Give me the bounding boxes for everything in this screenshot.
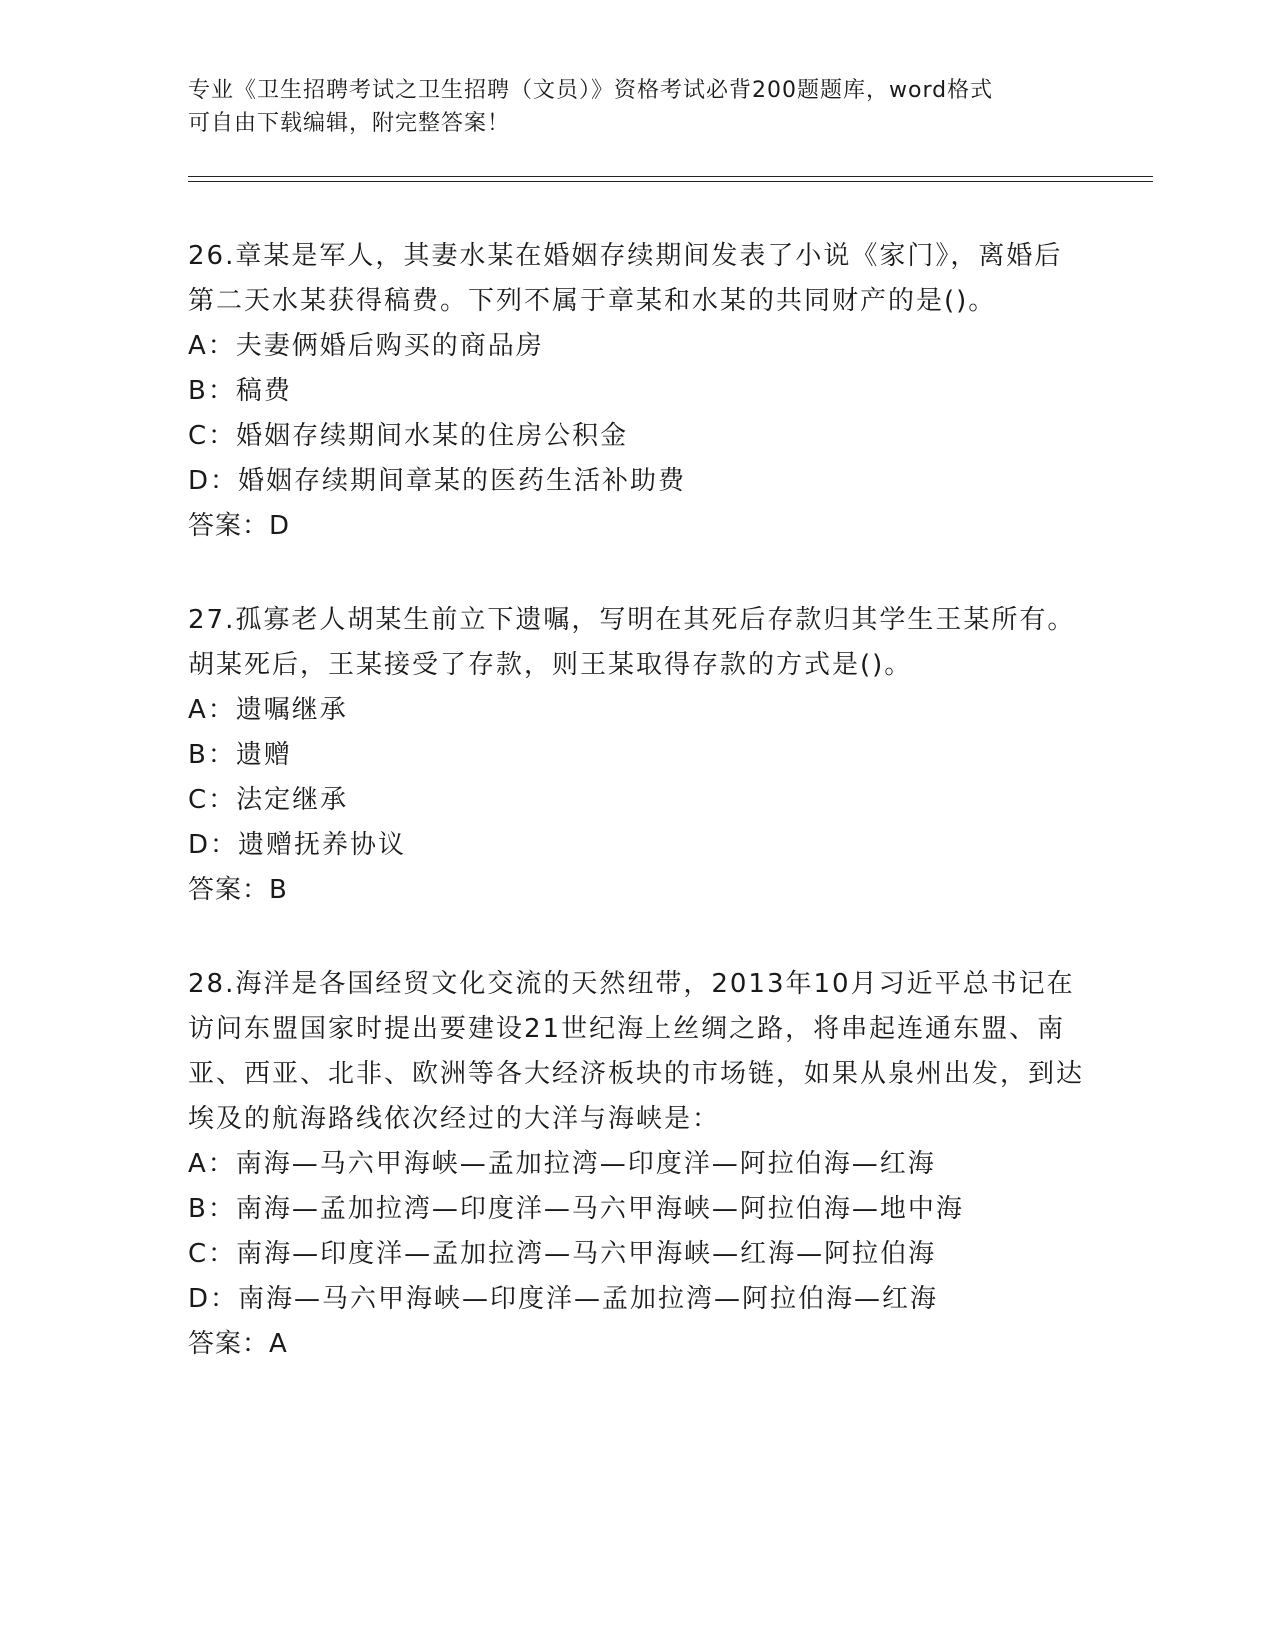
option-b: B：遗赠 [188,740,292,770]
option-a: A：夫妻俩婚后购买的商品房 [188,331,544,361]
option-d: D：婚姻存续期间章某的医药生活补助费 [188,466,687,496]
option-b: B：稿费 [188,376,292,406]
option-b: B：南海—孟加拉湾—印度洋—马六甲海峡—阿拉伯海—地中海 [188,1194,964,1224]
header-divider-bottom [188,181,1153,182]
option-c: C：南海—印度洋—孟加拉湾—马六甲海峡—红海—阿拉伯海 [188,1239,937,1269]
question-stem: 27.孤寡老人胡某生前立下遗嘱，写明在其死后存款归其学生王某所有。胡某死后，王某接受了存款，则王某取得存款的方式是()。 [188,605,1076,680]
question-28 [188,962,1088,1367]
option-c: C：法定继承 [188,785,349,815]
header-line-2: 可自由下载编辑，附完整答案！ [188,111,511,136]
answer: 答案：D [188,511,291,541]
answer: 答案：A [188,1329,288,1359]
option-c: C：婚姻存续期间水某的住房公积金 [188,421,629,451]
question-27 [188,598,1088,913]
option-d: D：南海—马六甲海峡—印度洋—孟加拉湾—阿拉伯海—红海 [188,1284,939,1314]
header-line-1: 专业《卫生招聘考试之卫生招聘（文员）》资格考试必背200题题库，word格式 [188,78,994,103]
question-26 [188,234,1088,549]
option-d: D：遗赠抚养协议 [188,830,407,860]
option-a: A：遗嘱继承 [188,695,348,725]
header-divider-top [188,176,1153,177]
option-a: A：南海—马六甲海峡—孟加拉湾—印度洋—阿拉伯海—红海 [188,1149,936,1179]
question-stem: 28.海洋是各国经贸文化交流的天然纽带，2013年10月习近平总书记在访问东盟国家时提出要建设21世纪海上丝绸之路，将串起连通东盟、南亚、西亚、北非、欧洲等各大经济板块的市场链，如果从泉州出发，到达埃及的航海路线依次经过的大洋与海峡是： [188,969,1085,1134]
document-header [188,74,1088,140]
question-stem: 26.章某是军人，其妻水某在婚姻存续期间发表了小说《家门》，离婚后第二天水某获得稿费。下列不属于章某和水某的共同财产的是()。 [188,241,1063,316]
answer: 答案：B [188,875,288,905]
